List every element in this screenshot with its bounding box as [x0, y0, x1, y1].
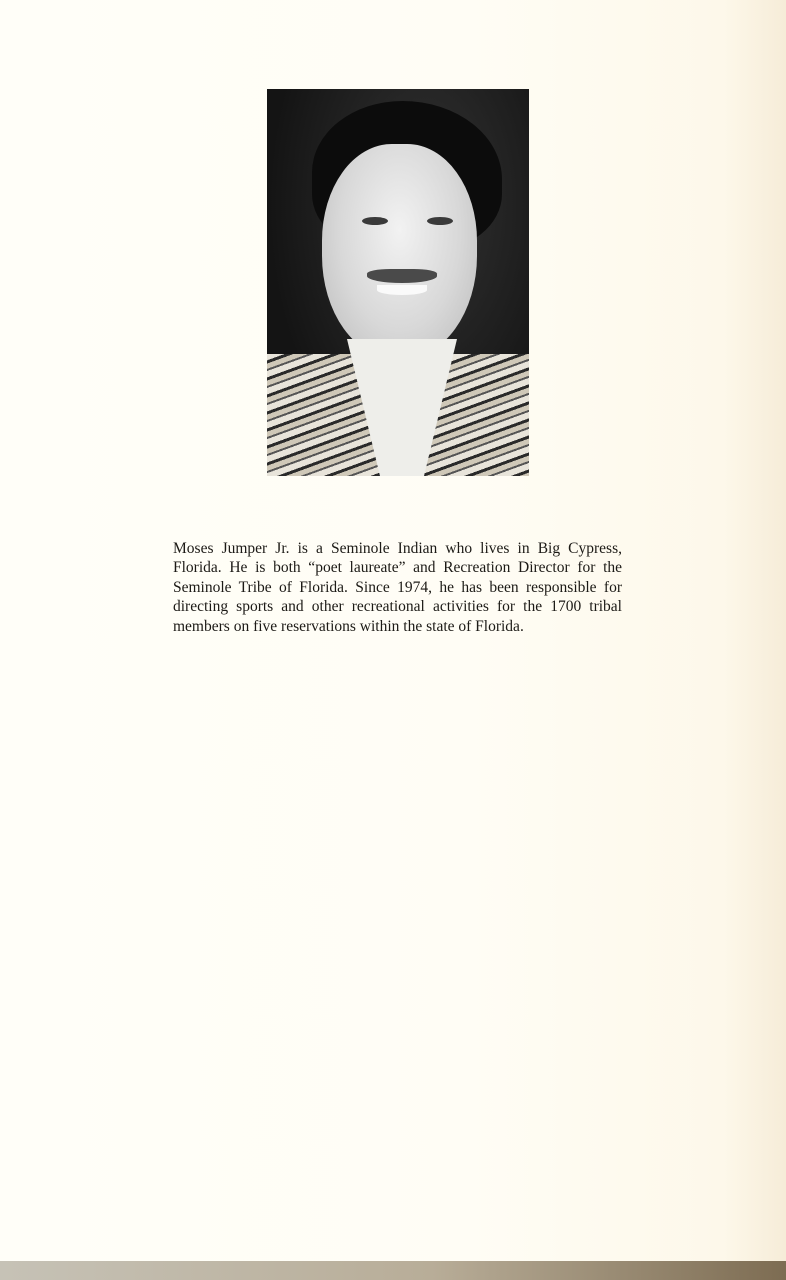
photo-eye-left: [362, 217, 388, 225]
author-bio: Moses Jumper Jr. is a Seminole Indian who lives in Big Cypress, Florida. He is both “poet laureate” and Recreation Director for the Seminole Tribe of Florida. Since 1974, he has been responsible for directing sports and other recreational activities for the 1700 tribal members on five reservations within the state of Florida.: [173, 540, 622, 635]
photo-face: [322, 144, 477, 359]
author-photo: [267, 89, 529, 476]
scan-edge-strip: [0, 1261, 786, 1280]
photo-eye-right: [427, 217, 453, 225]
photo-smile: [377, 285, 427, 295]
photo-mustache: [367, 269, 437, 283]
